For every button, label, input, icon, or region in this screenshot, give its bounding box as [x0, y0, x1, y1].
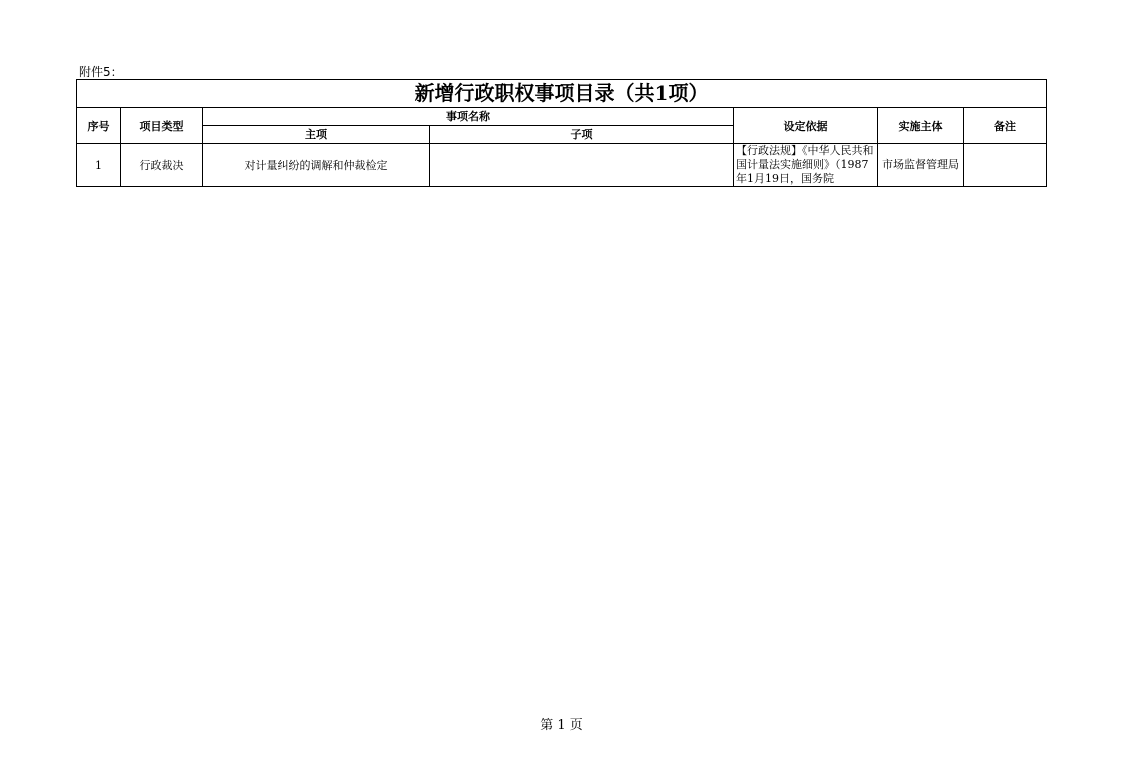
cell-sub: [430, 144, 734, 187]
header-seq: 序号: [77, 108, 121, 144]
cell-main: 对计量纠纷的调解和仲裁检定: [203, 144, 430, 187]
cell-basis: [734, 144, 878, 187]
header-main: 主项: [203, 126, 430, 144]
page-number: 第 1 页: [540, 718, 583, 733]
header-basis: 设定依据: [734, 108, 878, 144]
attachment-label: 附件5：: [79, 65, 123, 79]
cell-remarks: [964, 144, 1047, 187]
table-row: [77, 144, 1047, 187]
header-sub: 子项: [430, 126, 734, 144]
cell-seq: 1: [77, 144, 121, 187]
header-remarks: 备注: [964, 108, 1047, 144]
cell-basis-text: 【行政法规】《中华人民共和国计量法实施细则》（1987年1月19日，国务院: [736, 144, 874, 185]
header-implementer: 实施主体: [878, 108, 964, 144]
header-name: 事项名称: [203, 108, 734, 126]
cell-type: 行政裁决: [121, 144, 203, 187]
catalog-table: [76, 79, 1047, 187]
cell-implementer-text: 市场监督管理局: [882, 158, 959, 171]
cell-implementer: [878, 144, 964, 187]
header-type: 项目类型: [121, 108, 203, 144]
table-title: 新增行政职权事项目录（共1项）: [77, 80, 1047, 108]
